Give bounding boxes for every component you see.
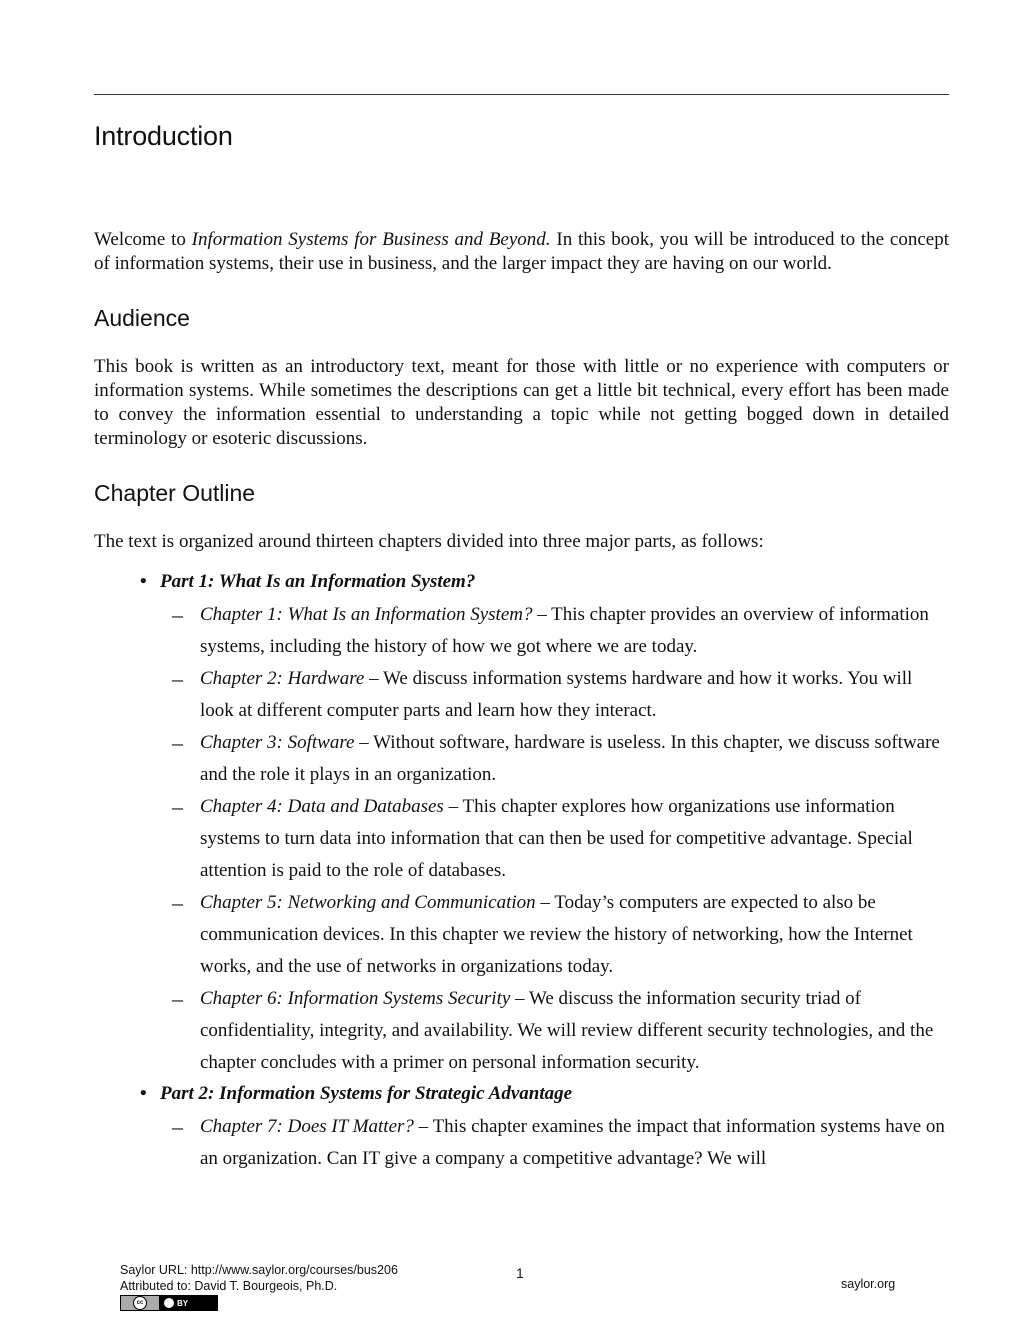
- chapter-item: [172, 727, 948, 791]
- part-1-item: [140, 571, 475, 593]
- outline-intro: The text is organized around thirteen chapters divided into three major parts, as follows:: [94, 531, 764, 552]
- dash-icon: –: [172, 730, 183, 755]
- chapter-title: Chapter 5: Networking and Communication: [200, 892, 536, 913]
- by-icon-area: [160, 1296, 217, 1310]
- chapter-desc: – We discuss information systems hardware and how it works. You will look at different computer parts and learn how they interact.: [200, 668, 913, 721]
- chapter-item: [172, 791, 948, 887]
- dash-icon: –: [172, 890, 183, 915]
- footer-site: saylor.org: [841, 1277, 896, 1291]
- by-label: BY: [177, 1298, 189, 1308]
- chapter-desc: – This chapter examines the impact that information systems have on an organization. Can IT give a company a competitive advantage? We will: [200, 1116, 945, 1169]
- bullet-icon: •: [140, 571, 147, 592]
- dash-icon: –: [172, 602, 183, 627]
- part-label: Part 1: What Is an Information System?: [160, 571, 476, 592]
- chapter-item: [172, 1111, 948, 1175]
- chapter-desc: – This chapter provides an overview of information systems, including the history of how we got where we are today.: [200, 604, 929, 657]
- chapter-item: [172, 887, 948, 983]
- chapter-title: Chapter 2: Hardware: [200, 668, 365, 689]
- audience-heading: Audience: [94, 305, 190, 331]
- welcome-suffix: In this book, you will be introduced to the concept of information systems, their use in business, and the larger impact they are having on our world.: [94, 229, 949, 274]
- chapter-outline-heading: Chapter Outline: [94, 480, 256, 506]
- chapter-title: Chapter 1: What Is an Information System?: [200, 604, 533, 625]
- footer-url: Saylor URL: http://www.saylor.org/courses/bus206: [120, 1263, 398, 1277]
- chapter-item: [172, 663, 948, 727]
- page-number: 1: [516, 1265, 524, 1281]
- footer-attribution: Attributed to: David T. Bourgeois, Ph.D.: [120, 1279, 338, 1293]
- chapter-item: [172, 983, 948, 1079]
- cc-license-badge: [120, 1295, 218, 1311]
- dash-icon: –: [172, 666, 183, 691]
- chapter-title: Chapter 4: Data and Databases: [200, 796, 444, 817]
- chapter-title: Chapter 6: Information Systems Security: [200, 988, 511, 1009]
- welcome-paragraph: [94, 228, 949, 276]
- dash-icon: –: [172, 794, 183, 819]
- chapter-desc: – This chapter explores how organizations use information systems to turn data into information that can then be used for competitive advantage. Special attention is paid to the role of databases.: [200, 796, 913, 881]
- welcome-prefix: Welcome to: [94, 229, 192, 250]
- cc-icon-area: [121, 1296, 160, 1310]
- book-title: Information Systems for Business and Beyond.: [191, 229, 551, 250]
- chapter-desc: – We discuss the information security triad of confidentiality, integrity, and availability. We will review different security technologies, and the chapter concludes with a primer on personal information security.: [200, 988, 934, 1073]
- chapter-title: Chapter 7: Does IT Matter?: [200, 1116, 414, 1137]
- bullet-icon: •: [140, 1083, 147, 1104]
- chapter-desc: – Without software, hardware is useless. In this chapter, we discuss software and the role it plays in an organization.: [200, 732, 940, 785]
- dash-icon: –: [172, 986, 183, 1011]
- chapter-title: Chapter 3: Software: [200, 732, 355, 753]
- chapter-desc: – Today’s computers are expected to also be communication devices. In this chapter we review the history of networking, how the Internet works, and the use of networks in organizations today.: [200, 892, 913, 977]
- page-title: Introduction: [94, 121, 233, 151]
- cc-icon: cc: [133, 1296, 147, 1310]
- header-rule: [94, 94, 949, 95]
- chapter-item: [172, 599, 948, 663]
- dash-icon: –: [172, 1114, 183, 1139]
- audience-paragraph: This book is written as an introductory text, meant for those with little or no experience with computers or information systems. While sometimes the descriptions can get a little bit technical, every effort has been made to convey the information essential to understanding a topic while not getting bogged down in detailed terminology or esoteric discussions.: [94, 356, 949, 449]
- person-icon: [164, 1298, 174, 1308]
- part-2-item: [140, 1083, 572, 1105]
- part-label: Part 2: Information Systems for Strategic Advantage: [160, 1083, 573, 1104]
